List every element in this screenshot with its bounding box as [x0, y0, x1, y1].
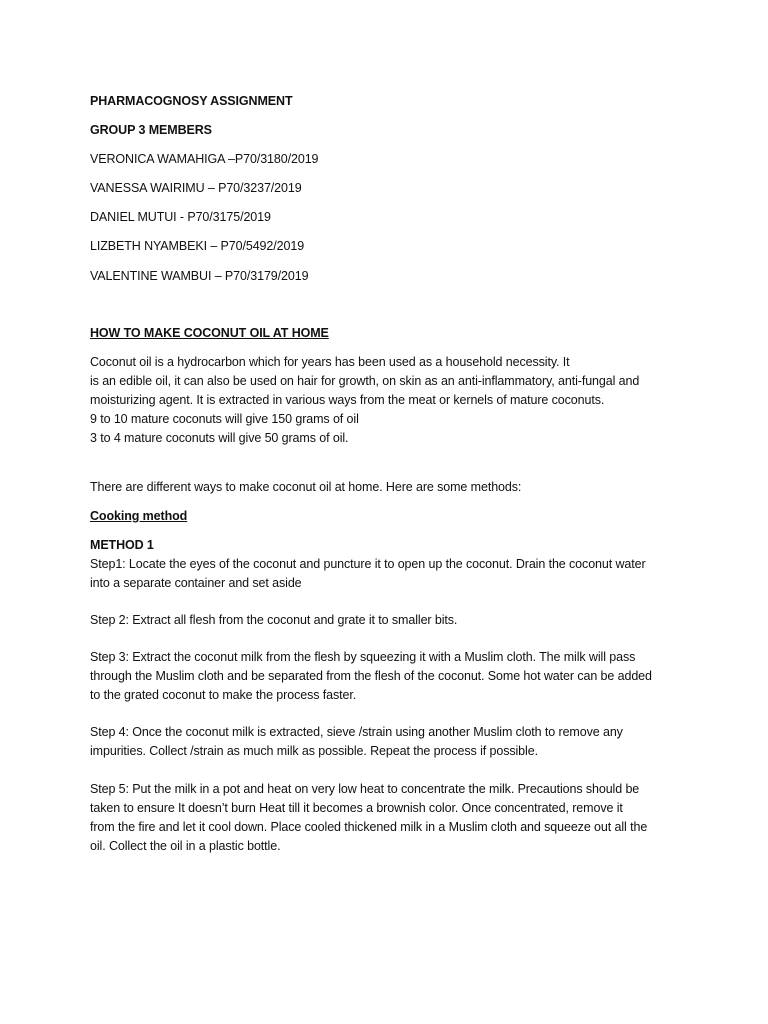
section-heading: HOW TO MAKE COCONUT OIL AT HOME [90, 326, 329, 340]
member-line: DANIEL MUTUI - P70/3175/2019 [90, 210, 271, 224]
intro-line: moisturizing agent. It is extracted in various ways from the meat or kernels of mature coconuts. [90, 393, 605, 407]
member-line: LIZBETH NYAMBEKI – P70/5492/2019 [90, 239, 305, 253]
intro-line: is an edible oil, it can also be used on hair for growth, on skin as an anti-inflammatory, anti-fungal and [90, 374, 640, 388]
step-3-line: through the Muslim cloth and be separated from the flesh of the coconut. Some hot water can be added [90, 669, 652, 683]
member-line: VANESSA WAIRIMU – P70/3237/2019 [90, 181, 302, 195]
cooking-method-heading: Cooking method [90, 509, 188, 523]
step-1-line: Step1: Locate the eyes of the coconut and puncture it to open up the coconut. Drain the coconut water [90, 557, 646, 571]
intro-line: Coconut oil is a hydrocarbon which for years has been used as a household necessity. It [90, 355, 570, 369]
methods-intro: There are different ways to make coconut oil at home. Here are some methods: [90, 480, 522, 494]
member-line: VERONICA WAMAHIGA –P70/3180/2019 [90, 152, 319, 166]
step-1-line: into a separate container and set aside [90, 576, 302, 590]
group-heading: GROUP 3 MEMBERS [90, 123, 212, 137]
step-2-line: Step 2: Extract all flesh from the coconut and grate it to smaller bits. [90, 613, 458, 627]
step-5-line: oil. Collect the oil in a plastic bottle. [90, 839, 281, 853]
document-title: PHARMACOGNOSY ASSIGNMENT [90, 94, 293, 108]
step-5-line: Step 5: Put the milk in a pot and heat on very low heat to concentrate the milk. Precautions should be [90, 782, 640, 796]
intro-line: 9 to 10 mature coconuts will give 150 grams of oil [90, 412, 359, 426]
step-5-line: from the fire and let it cool down. Place cooled thickened milk in a Muslim cloth and squeeze out all the [90, 820, 648, 834]
step-4-line: impurities. Collect /strain as much milk as possible. Repeat the process if possible. [90, 744, 538, 758]
step-4-line: Step 4: Once the coconut milk is extracted, sieve /strain using another Muslim cloth to remove any [90, 725, 623, 739]
step-3-line: to the grated coconut to make the process faster. [90, 688, 357, 702]
step-5-line: taken to ensure It doesn’t burn Heat till it becomes a brownish color. Once concentrated, remove it [90, 801, 623, 815]
method-1-heading: METHOD 1 [90, 538, 154, 552]
intro-line: 3 to 4 mature coconuts will give 50 grams of oil. [90, 431, 349, 445]
member-line: VALENTINE WAMBUI – P70/3179/2019 [90, 269, 309, 283]
step-3-line: Step 3: Extract the coconut milk from the flesh by squeezing it with a Muslim cloth. The milk will pass [90, 650, 636, 664]
